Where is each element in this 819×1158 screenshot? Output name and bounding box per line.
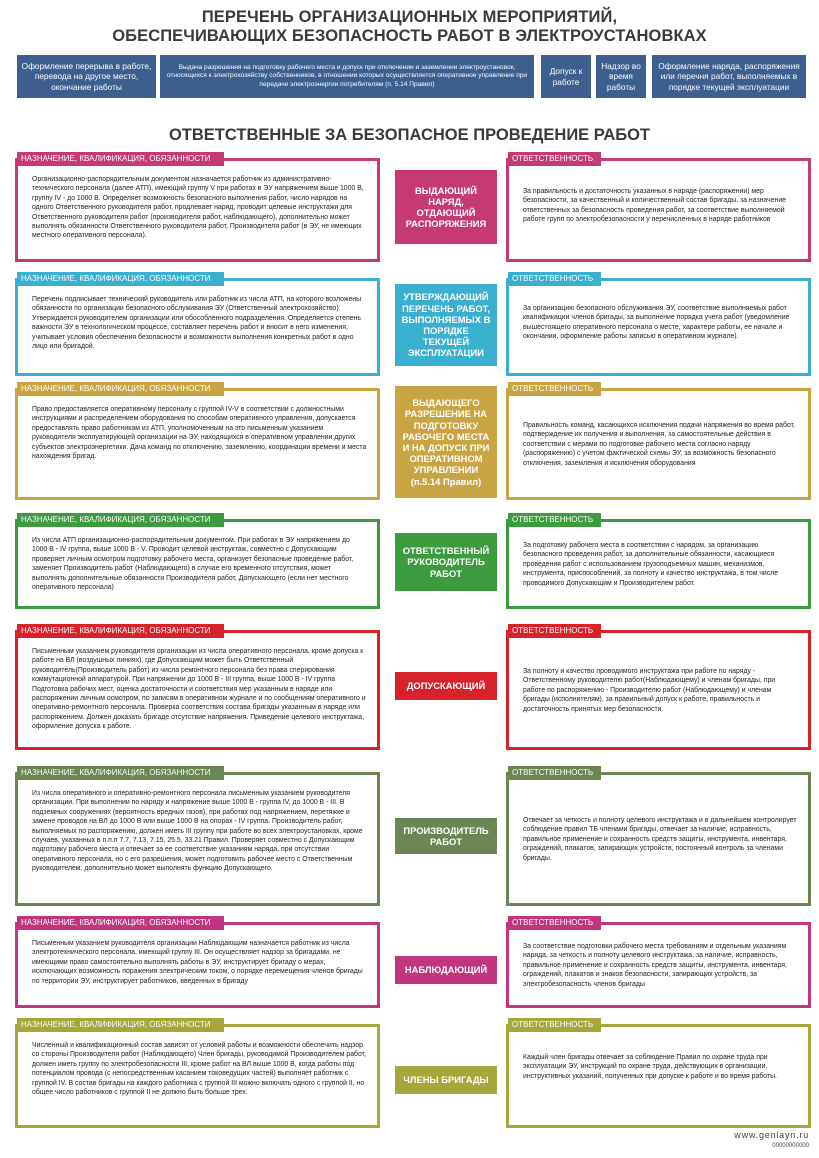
responsibility-tag: ОТВЕТСТВЕННОСТЬ: [508, 766, 601, 780]
responsibility-text: За правильность и достаточность указанных в наряде (распоряжении) мер безопасности, за качественный и количественный состав бригады, за назначение ответственных за безопасность проведения работ, за соответствие выполняемой работе групп по электробезопасности у перечисленных в наряде работников: [523, 188, 787, 224]
responsibility-text: За полноту и качество проводимого инструктажа при работе по наряду - Ответственному руководителю работ(Наблюдающему) и членам бригады, при работе по распоряжению - Производителю работ (Наблюдающему) и членам бригады (исполнителям), за правильный допуск к работе, правильность и достаточность принятых мер безопасности.: [523, 668, 776, 713]
role-box: ОТВЕТСТВЕННЫЙ РУКОВОДИТЕЛЬ РАБОТ: [395, 533, 497, 591]
responsibility-text: За организацию безопасного обслуживания ЭУ, соответствие выполняемых работ квалификации членов бригады, за выполнение порядка учета работ (уведомление вышестоящего оперативного персонала о месте, характере работы, ее начале и окончании, оформление работы записью в оперативном журнале).: [523, 305, 790, 341]
role-box: ВЫДАЮЩИЙ НАРЯД, ОТДАЮЩИЙ РАСПОРЯЖЕНИЯ: [395, 170, 497, 244]
duties-text: Письменным указанием руководителя организации Наблюдающим назначается работник из числа электротехнического персонала, имеющий группу III. Он осуществляет надзор за бригадами, не имеющими право самостоятельно выполнять работы в ЭУ, инструктирует бригаду о мерах, исключающих возможность поражения электрическим током, о порядке перемещения членов бригады по территории ЭУ, инструктирует работников, введенных в бригаду: [32, 940, 363, 985]
duties-text: Из числа АТП организационно-распорядительным документом. При работах в ЭУ напряжением до 1000 В - IV группа, выше 1000 В - V. Проводит целевой инструктаж, совместно с Допускающим проверяет личным осмотром подготовку рабочего места, организует безопасные проведение работ, заменяет Производитель работ (Наблюдающего) в случае его временного отсутствия, может выполнять дополнительные обязанности Производителя работ, Допускающего (если нет местного оперативного персонала): [32, 537, 354, 592]
duties-text: Перечень подписывает технический руководитель или работник из числа АТП, на которого возложены обязанности по организации безопасного обслуживания ЭУ (Ответственный электрохозяйство). Утверждается руководителем организации или обособленного подразделения. Определяется степень важности ЭУ в технологическом процессе, составляет перечень работ и вносит в него изменения, учитывает условия обеспечения безопасности и возможности выполнения конкретных работ в одно лицо или бригадой.: [32, 296, 362, 351]
duties-panel: [15, 922, 380, 1008]
top-box-admission: Допуск к работе: [541, 55, 591, 98]
role-box: ВЫДАЮЩЕГО РАЗРЕШЕНИЕ НА ПОДГОТОВКУ РАБОЧЕГО МЕСТА И НА ДОПУСК ПРИ ОПЕРАТИВНОМ УПРАВЛЕНИИ (п.5.14 Правил): [395, 386, 497, 498]
duties-tag: НАЗНАЧЕНИЕ, КВАЛИФИКАЦИЯ, ОБЯЗАННОСТИ: [17, 382, 224, 396]
responsibility-tag: ОТВЕТСТВЕННОСТЬ: [508, 916, 601, 930]
duties-tag: НАЗНАЧЕНИЕ, КВАЛИФИКАЦИЯ, ОБЯЗАННОСТИ: [17, 513, 224, 527]
role-box: ПРОИЗВОДИТЕЛЬ РАБОТ: [395, 818, 497, 854]
duties-tag: НАЗНАЧЕНИЕ, КВАЛИФИКАЦИЯ, ОБЯЗАННОСТИ: [17, 152, 224, 166]
responsibility-panel: [506, 1024, 811, 1128]
responsibility-tag: ОТВЕТСТВЕННОСТЬ: [508, 624, 601, 638]
duties-tag: НАЗНАЧЕНИЕ, КВАЛИФИКАЦИЯ, ОБЯЗАННОСТИ: [17, 766, 224, 780]
duties-tag: НАЗНАЧЕНИЕ, КВАЛИФИКАЦИЯ, ОБЯЗАННОСТИ: [17, 272, 224, 286]
responsibility-panel: [506, 519, 811, 609]
duties-panel: [15, 772, 380, 906]
duties-panel: [15, 158, 380, 262]
duties-panel: [15, 1024, 380, 1128]
responsibility-text: За подготовку рабочего места в соответствии с нарядом, за организацию безопасного проведения работ, за дополнительные обязанности, касающиеся проведения работ с использованием грузоподъемных машин, механизмов, инструмента, приспособлений, за полноту и качество инструктажа, в том числе проводимого Допускающим и Производителем работ.: [523, 542, 779, 587]
footer-code: 00000000000: [772, 1143, 809, 1149]
responsibility-tag: ОТВЕТСТВЕННОСТЬ: [508, 152, 601, 166]
duties-panel: [15, 388, 380, 500]
footer-url: www.genlayn.ru: [734, 1130, 809, 1140]
responsibility-text: Правильность команд, касающихся исключения подачи напряжения во время работ, подтверждение их получения и выполнения, за самостоятельные действия в соответствии с мерами по подготовке рабочего места согласно наряду (распоряжению) с учетом фактической схемы ЭУ, за возможность безопасного отключения, заземления и исключения оборудования: [523, 422, 795, 467]
duties-tag: НАЗНАЧЕНИЕ, КВАЛИФИКАЦИЯ, ОБЯЗАННОСТИ: [17, 1018, 224, 1032]
role-box: ЧЛЕНЫ БРИГАДЫ: [395, 1066, 497, 1094]
responsibility-panel: [506, 158, 811, 262]
duties-text: Из числа оперативного и оперативно-ремонтного персонала письменным указанием руководителя организации. При выполнении по наряду и напряжение выше 1000 В - группа IV, до 1000 В - III. В подземных сооружениях (вероятность вредных газов), при работах под напряжением, перетяжке и замене проводов на ВЛ до 1000 В или выше 1000 В на опорах - IV группа. Производитель работ, выполняемых по распоряжению, должен иметь III группу при работе во всех электроустановках, кроме случаев, указанных в п.п.п 7.7, 7.13, 7.15, 25.5, 33.21 Правил. Проверяет совместно с Допускающим подготовку рабочего места и отвечает за ее соответствие указаниям наряда, при отсутствии оперативного персонала, но с его разрешения, может подготовить рабочее место с Ответственным руководителем, дополнительно может выполнять функцию Допускающего.: [32, 790, 363, 873]
section-title: ОТВЕТСТВЕННЫЕ ЗА БЕЗОПАСНОЕ ПРОВЕДЕНИЕ РАБОТ: [168, 126, 651, 144]
duties-tag: НАЗНАЧЕНИЕ, КВАЛИФИКАЦИЯ, ОБЯЗАННОСТИ: [17, 624, 224, 638]
page-title-line1: ПЕРЕЧЕНЬ ОРГАНИЗАЦИОННЫХ МЕРОПРИЯТИЙ,: [201, 8, 618, 26]
duties-text: Численный и квалификационный состав зависят от условий работы и возможности обеспечить надзор со стороны Производителя работ (Наблюдающего) Член бригады, руководимой Производителем работ, должен иметь группу по электробезопасности III, кроме работ на ВЛ выше 1000 В, когда работы под потенциалом провода (с непосредственным касанием токоведущих частей) выполняет работник с группой IV. В состав бригады на каждого работника с группой III можно включать одного с группой II, но общее число работников с группой II не должно быть больше трех.: [32, 1042, 366, 1097]
duties-text: Право предоставляется оперативному персоналу с группой IV-V в соответствии с должностными инструкциями и распределением оборудования по способам оперативного управления, допускается предоставлять право работникам из АТП, уполномоченным на это письменным указанием руководителя эксплуатирующей организации на ЭУ, находящихся в оперативном управлении других субъектов электроэнергетики. Дача команд по отключению, заземлению, координации времени и места нахождения бригад.: [32, 406, 367, 461]
top-box-supervision: Надзор во время работы: [596, 55, 646, 98]
duties-text: Письменным указанием руководителя организации из числа оперативного персонала, кроме допуска к работе на ВЛ (воздушных линиях), где Допускающим может быть Ответственный руководитель(Производитель работ) из числа ремонтного персонала без права сперирования коммутационной аппаратурой. При напряжении до 1000 В - III группа, выше 1000 В - IV группа Подготовка рабочих мест, оценка достаточности и соответствия мер указанным в наряде или распоряжении личным осмотром, по записям в оперативном журнале и по сообщениям оперативного и оперативно-ремонтного персонала. Проверка соответствия состава бригады указанным в наряде или распоряжением. Должен доказать бригаде отсутствие напряжения. Приведение целевого инструктажа, оформление допуска к работе.: [32, 648, 366, 731]
duties-text: Организационно-распорядительным документом назначается работник из административно-технического персонала (далее АТП), имеющий группу V при работах в ЭУ напряжением выше 1000 В, группу IV - до 1000 В. Определяет возможность безопасного выполнения работ, число нарядов на одного Ответственного руководителя работ, продлевает наряд, проводит целевые инструктажи для Ответственного руководителя работ (производителя работ, наблюдающего), дополнительно может выполнять обязанности Ответственного руководителя работ, Производителя работ (в ЭУ, не имеющих местного оперативного персонала).: [32, 176, 364, 240]
responsibility-text: За соответствие подготовки рабочего места требованиям и отдельным указаниям наряда, за четкость и полноту целевого инструктажа, за наличие, исправность, правильное применение и сохранность средств защиты, инструмента, инвентаря, ограждений, плакатов и знаков безопасности, запирающих устройств, за электробезопасность членов бригады: [523, 943, 787, 988]
responsibility-panel: [506, 922, 811, 1008]
page-title: [8, 8, 811, 46]
responsibility-panel: [506, 772, 811, 906]
responsibility-text: Отвечает за четкость и полноту целевого инструктажа и в дальнейшем контролирует соблюдение правил ТБ членами бригады, отвечает за наличие, исправность, правильное применение и сохранность средств защиты, инструмента, инвентаря, ограждений, плакатов, запирающих устройств, постоянный контроль за членами бригады.: [523, 817, 797, 862]
responsibility-tag: ОТВЕТСТВЕННОСТЬ: [508, 272, 601, 286]
responsibility-tag: ОТВЕТСТВЕННОСТЬ: [508, 382, 601, 396]
responsibility-text: Каждый член бригады отвечает за соблюдение Правил по охране труда при эксплуатации ЭУ, инструкций по охране труда, действующих в организации, инструктивных указаний, полученных при допуске к работе и во время работы.: [523, 1054, 777, 1080]
page-title-line2: ОБЕСПЕЧИВАЮЩИХ БЕЗОПАСНОСТЬ РАБОТ В ЭЛЕКТРОУСТАНОВКАХ: [112, 27, 707, 45]
responsibility-tag: ОТВЕТСТВЕННОСТЬ: [508, 513, 601, 527]
role-box: НАБЛЮДАЮЩИЙ: [395, 956, 497, 984]
duties-tag: НАЗНАЧЕНИЕ, КВАЛИФИКАЦИЯ, ОБЯЗАННОСТИ: [17, 916, 224, 930]
poster: [8, 6, 811, 1152]
responsibility-panel: [506, 630, 811, 750]
top-box-permission: Выдача разрешения на подготовку рабочего места и допуск при отключении и заземлении электроустановок, относящихся к электрохозяйству собственников, в отношении которых осуществляется оперативное управление при передаче электроэнергии потребителям (п. 5.14 Правил): [160, 55, 534, 98]
responsibility-panel: [506, 388, 811, 500]
role-box: ДОПУСКАЮЩИЙ: [395, 672, 497, 700]
top-box-order: Оформление наряда, распоряжения или перечня работ, выполняемых в порядке текущей эксплуатации: [652, 55, 806, 98]
duties-panel: [15, 278, 380, 376]
role-box: УТВЕРЖДАЮЩИЙ ПЕРЕЧЕНЬ РАБОТ, ВЫПОЛНЯЕМЫХ В ПОРЯДКЕ ТЕКУЩЕЙ ЭКСПЛУАТАЦИИ: [395, 284, 497, 366]
top-box-break: Оформление перерыва в работе, перевода на другое место, окончание работы: [17, 55, 156, 98]
responsibility-tag: ОТВЕТСТВЕННОСТЬ: [508, 1018, 601, 1032]
responsibility-panel: [506, 278, 811, 376]
duties-panel: [15, 519, 380, 609]
duties-panel: [15, 630, 380, 750]
